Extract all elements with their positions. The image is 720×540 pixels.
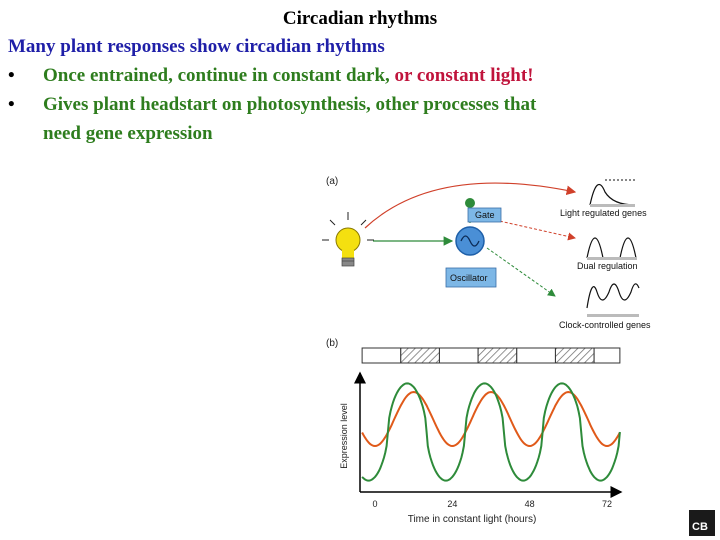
panel-b-label: (b) xyxy=(326,338,339,349)
circadian-figure xyxy=(305,168,715,536)
bullet-1-text xyxy=(43,65,534,87)
gene-label-clock: Clock-controlled genes xyxy=(559,320,651,330)
oscillator-to-clock-arrow xyxy=(487,248,555,296)
subjective-night-segment xyxy=(401,348,440,363)
x-axis-label: Time in constant light (hours) xyxy=(407,514,537,525)
y-axis-label: Expression level xyxy=(339,403,349,469)
bullet-marker: • xyxy=(8,65,15,86)
dual-regulation-curve xyxy=(587,238,637,260)
bullet-1-green-text: Once entrained, continue in constant dark, xyxy=(43,65,395,86)
subjective-day-segment xyxy=(594,348,620,363)
light-regulated-curve xyxy=(590,180,635,207)
corner-logo-text: CB xyxy=(692,521,708,533)
gene-label-light: Light regulated genes xyxy=(560,208,647,218)
slide-title: Circadian rhythms xyxy=(282,8,438,29)
subjective-night-segment xyxy=(555,348,594,363)
bullet-marker: • xyxy=(8,94,15,115)
x-tick-label: 72 xyxy=(601,499,613,509)
x-tick-label: 0 xyxy=(372,499,378,509)
light-dark-bar xyxy=(362,348,620,363)
subjective-night-segment xyxy=(478,348,517,363)
gate-label: Gate xyxy=(475,210,495,220)
lead-text: Many plant responses show circadian rhythms xyxy=(8,36,385,57)
gene-label-dual: Dual regulation xyxy=(577,261,638,271)
bullet-1-red-text: or constant light! xyxy=(394,65,534,86)
gate-node xyxy=(465,198,475,208)
subjective-day-segment xyxy=(517,348,556,363)
x-tick-label: 24 xyxy=(447,499,458,509)
green-series-line xyxy=(362,383,620,480)
subjective-day-segment xyxy=(362,348,401,363)
panel-a-label: (a) xyxy=(326,176,339,187)
bullet-2-continuation: need gene expression xyxy=(43,123,213,144)
subjective-day-segment xyxy=(439,348,478,363)
x-tick-label: 48 xyxy=(524,499,535,509)
gate-to-dual-arrow xyxy=(495,220,575,238)
x-tick-labels xyxy=(372,499,612,509)
bullet-2-text: Gives plant headstart on photosynthesis, other processes that xyxy=(43,94,537,115)
light-bulb-icon xyxy=(322,212,374,266)
clock-controlled-curve xyxy=(587,284,639,317)
plot-series xyxy=(362,383,620,480)
oscillator-label: Oscillator xyxy=(450,273,488,283)
corner-logo xyxy=(689,510,715,536)
